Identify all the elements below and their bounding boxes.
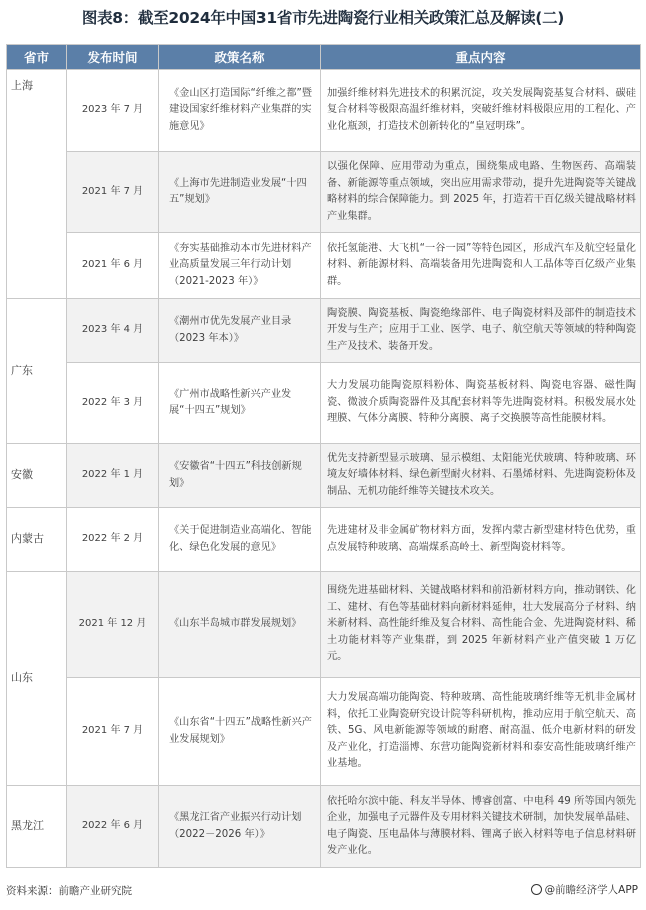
policy-name-cell: 《安徽省“十四五”科技创新规划》 [159, 444, 321, 508]
date-cell: 2023 年 4 月 [67, 299, 159, 363]
content-cell: 加强纤维材料先进技术的积累沉淀，攻关发展陶瓷基复合材料、碳硅复合材料等极限高温纤维材料，突破纤维材料极限应用的工程化、产业化瓶颈，打造技术创新转化的“皇冠明珠”。 [321, 70, 641, 152]
header-province: 省市 [7, 45, 67, 70]
header-policy-name: 政策名称 [159, 45, 321, 70]
content-cell: 大力发展功能陶瓷原料粉体、陶瓷基板材料、陶瓷电容器、磁性陶瓷、微波介质陶瓷器件及其配套材料等先进陶瓷材料。积极发展水处理膜、气体分离膜、特种分离膜、离子交换膜等高性能膜材料。 [321, 363, 641, 444]
header-date: 发布时间 [67, 45, 159, 70]
content-cell: 围绕先进基础材料、关键战略材料和前沿新材料方向，推动钢铁、化工、建材、有色等基础材料向新材料延伸，壮大发展高分子材料、纳米新材料、高性能纤维及复合材料、高性能合金、先进陶瓷材料、稀土功能材料等产业集群，到 2025 年新材料产业产值突破 1 万亿元。 [321, 572, 641, 678]
table-row [7, 233, 641, 299]
content-cell: 依托氢能港、大飞机“一谷一园”等特色园区，形成汽车及航空轻量化材料、新能源材料、高端装备用先进陶瓷和人工晶体等百亿级产业集群。 [321, 233, 641, 299]
table-row [7, 363, 641, 444]
province-cell: 安徽 [7, 444, 67, 508]
table-row [7, 678, 641, 786]
table-row [7, 444, 641, 508]
policy-name-cell: 《金山区打造国际“纤维之都”暨建设国家纤维材料产业集群的实施意见》 [159, 70, 321, 152]
date-cell: 2021 年 7 月 [67, 152, 159, 233]
date-cell: 2022 年 1 月 [67, 444, 159, 508]
policy-table [6, 44, 641, 868]
content-cell: 优先支持新型显示玻璃、显示模组、太阳能光伏玻璃、特种玻璃、环境友好墙体材料、绿色新型耐火材料、石墨烯材料、先进陶瓷粉体及制品、无机功能纤维等关键技术攻关。 [321, 444, 641, 508]
table-row [7, 508, 641, 572]
province-cell: 山东 [7, 572, 67, 786]
date-cell: 2022 年 3 月 [67, 363, 159, 444]
province-cell: 黑龙江 [7, 786, 67, 868]
header-key-content: 重点内容 [321, 45, 641, 70]
brand-logo-icon [531, 884, 542, 895]
table-row [7, 152, 641, 233]
content-cell: 先进建材及非金属矿物材料方面，发挥内蒙古新型建材特色优势，重点发展特种玻璃、高端煤系高岭土、新型陶瓷材料等。 [321, 508, 641, 572]
table-header-row [7, 45, 641, 70]
content-cell: 以强化保障、应用带动为重点，围绕集成电路、生物医药、高端装备、新能源等重点领域，突出应用需求带动，提升先进陶瓷等关键战略材料的综合保障能力。到 2025 年，打造若干百亿级关键战略材料产业集群。 [321, 152, 641, 233]
policy-name-cell: 《关于促进制造业高端化、智能化、绿色化发展的意见》 [159, 508, 321, 572]
province-cell: 广东 [7, 299, 67, 444]
table-row [7, 786, 641, 868]
source-note: 资料来源：前瞻产业研究院 [6, 885, 132, 897]
policy-name-cell: 《山东省“十四五”战略性新兴产业发展规划》 [159, 678, 321, 786]
date-cell: 2023 年 7 月 [67, 70, 159, 152]
brand-footer [531, 882, 638, 897]
policy-name-cell: 《山东半岛城市群发展规划》 [159, 572, 321, 678]
policy-name-cell: 《上海市先进制造业发展“十四五”规划》 [159, 152, 321, 233]
brand-text: @前瞻经济学人APP [544, 884, 638, 896]
date-cell: 2022 年 6 月 [67, 786, 159, 868]
policy-name-cell: 《夯实基础推动本市先进材料产业高质量发展三年行动计划（2021-2023 年）》 [159, 233, 321, 299]
province-cell: 内蒙古 [7, 508, 67, 572]
date-cell: 2021 年 6 月 [67, 233, 159, 299]
table-row [7, 70, 641, 152]
content-cell: 陶瓷膜、陶瓷基板、陶瓷绝缘部件、电子陶瓷材料及部件的制造技术开发与生产；应用于工业、医学、电子、航空航天等领域的特种陶瓷生产及技术、装备开发。 [321, 299, 641, 363]
content-cell: 大力发展高端功能陶瓷、特种玻璃、高性能玻璃纤维等无机非金属材料，依托工业陶瓷研究设计院等科研机构，推动应用于航空航天、高铁、5G、风电新能源等领域的耐磨、耐高温、低介电新材料的研发及产业化，打造淄博、东营功能陶瓷新材料和泰安高性能玻璃纤维产业基地。 [321, 678, 641, 786]
policy-name-cell: 《潮州市优先发展产业目录（2023 年本）》 [159, 299, 321, 363]
date-cell: 2021 年 12 月 [67, 572, 159, 678]
policy-name-cell: 《黑龙江省产业振兴行动计划（2022－2026 年）》 [159, 786, 321, 868]
table-row [7, 572, 641, 678]
policy-name-cell: 《广州市战略性新兴产业发展“十四五”规划》 [159, 363, 321, 444]
province-cell: 上海 [7, 70, 67, 299]
page-title: 图表8：截至2024年中国31省市先进陶瓷行业相关政策汇总及解读(二) [81, 9, 565, 27]
content-cell: 依托哈尔滨中能、科友半导体、博睿创富、中电科 49 所等国内领先企业，加强电子元器件及专用材料关键技术研制，加快发展单晶硅、电子陶瓷、压电晶体与薄膜材料、锂离子嵌入材料等电子信息材料研发产业化。 [321, 786, 641, 868]
table-row [7, 299, 641, 363]
date-cell: 2022 年 2 月 [67, 508, 159, 572]
date-cell: 2021 年 7 月 [67, 678, 159, 786]
